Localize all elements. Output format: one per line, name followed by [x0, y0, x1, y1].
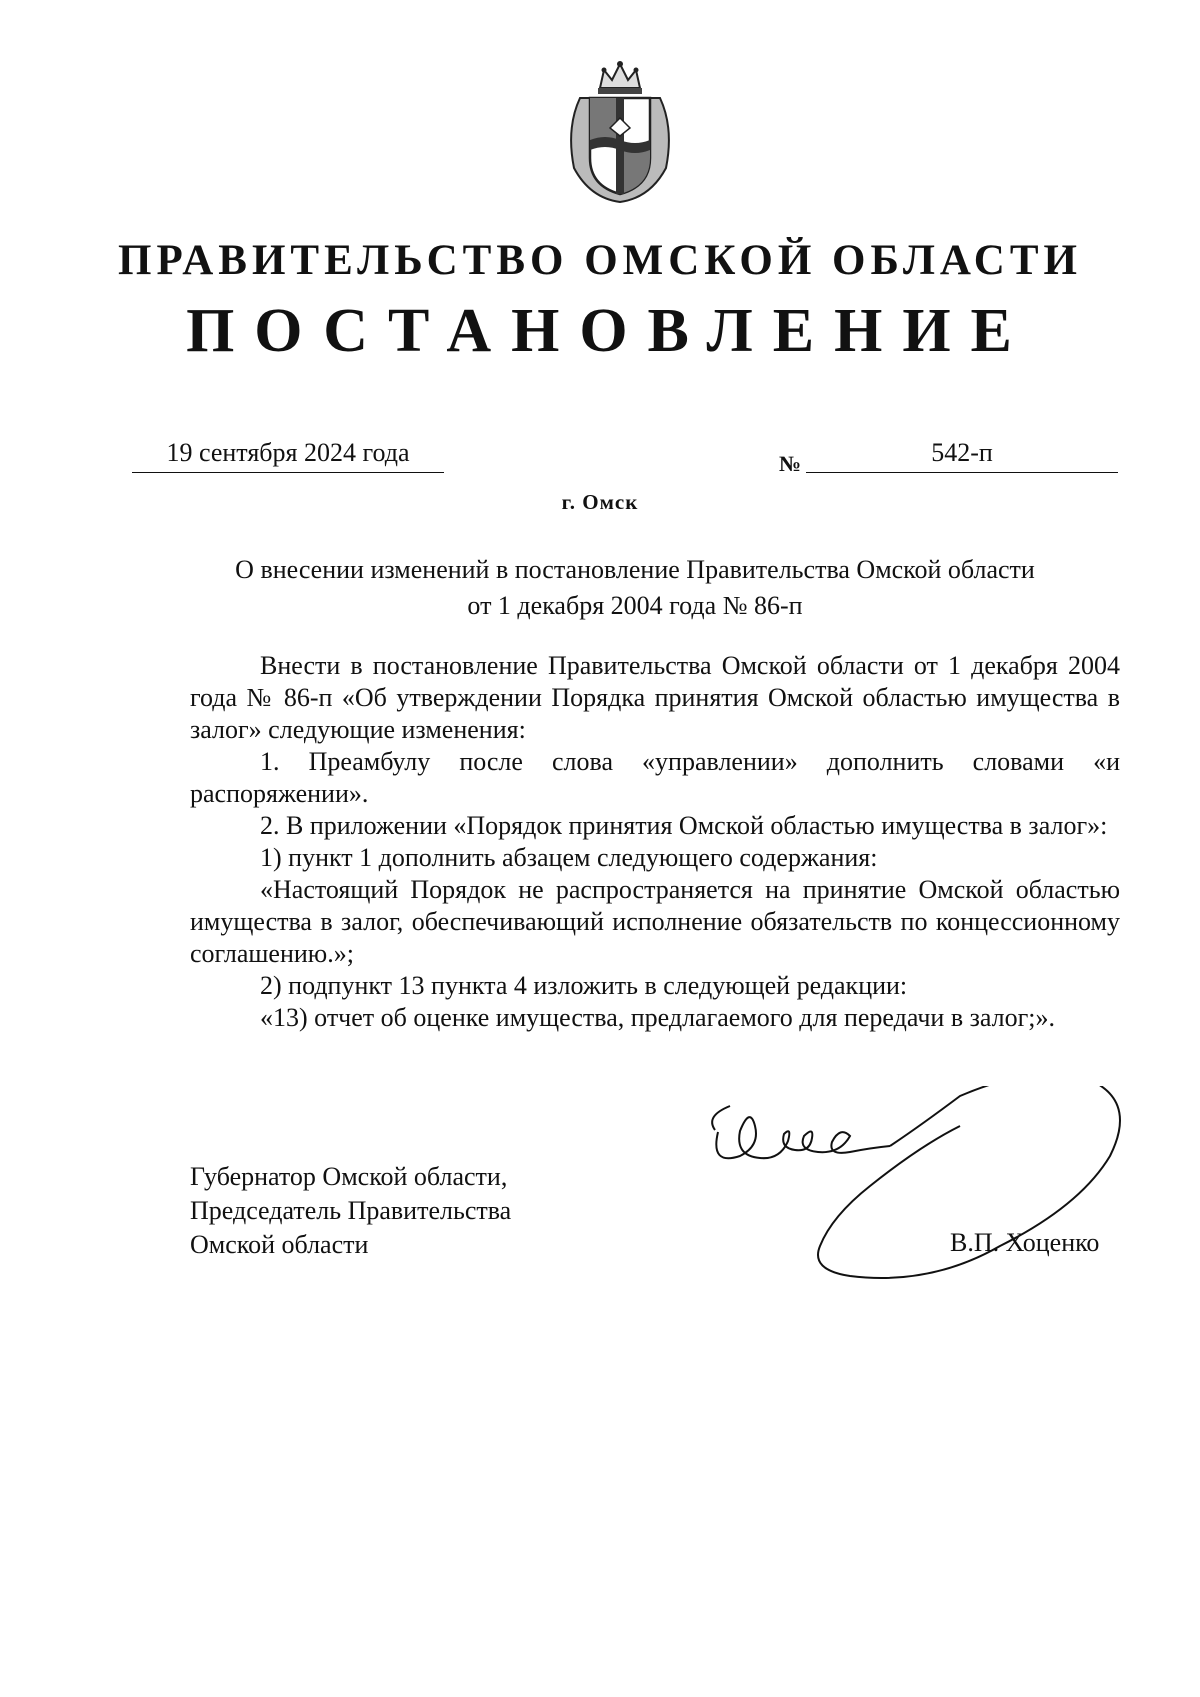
document-number: 542-п	[806, 438, 1118, 473]
body-paragraph: 1. Преамбулу после слова «управлении» дополнить словами «и распоряжении».	[190, 747, 1120, 808]
document-type-title: ПОСТАНОВЛЕНИЕ	[186, 297, 1032, 365]
document-subject	[190, 552, 1080, 624]
signer-name: В.П. Хоценко	[950, 1228, 1100, 1257]
body-paragraph: «Настоящий Порядок не распространяется на принятие Омской областью имущества в залог, обеспечивающий исполнение обязательств по концессионному соглашению.»;	[190, 875, 1120, 968]
signer-position-line: Омской области	[190, 1230, 369, 1259]
body-paragraph: 2) подпункт 13 пункта 4 изложить в следующей редакции:	[260, 971, 908, 1000]
body-paragraph: 2. В приложении «Порядок принятия Омской областью имущества в залог»:	[260, 811, 1108, 840]
signer-position	[190, 1160, 511, 1262]
signer-position-line: Председатель Правительства	[190, 1196, 512, 1225]
signer-position-line: Губернатор Омской области,	[190, 1162, 508, 1191]
document-body	[190, 650, 1120, 1034]
number-sign: №	[779, 451, 802, 476]
subject-line: от 1 декабря 2004 года № 86-п	[467, 591, 803, 620]
body-paragraph: «13) отчет об оценке имущества, предлагаемого для передачи в залог;».	[260, 1003, 1056, 1032]
body-paragraph: 1) пункт 1 дополнить абзацем следующего содержания:	[260, 843, 878, 872]
coat-of-arms-icon	[560, 58, 680, 204]
subject-line: О внесении изменений в постановление Правительства Омской области	[235, 555, 1035, 584]
government-title: ПРАВИТЕЛЬСТВО ОМСКОЙ ОБЛАСТИ	[118, 237, 1082, 284]
city-label: г. Омск	[561, 490, 639, 514]
document-date: 19 сентября 2024 года	[132, 438, 444, 473]
body-paragraph: Внести в постановление Правительства Омской области от 1 декабря 2004 года № 86-п «Об утверждении Порядка принятия Омской областью имущества в залог» следующие изменения:	[190, 651, 1120, 744]
handwritten-signature-icon	[700, 1086, 1150, 1296]
